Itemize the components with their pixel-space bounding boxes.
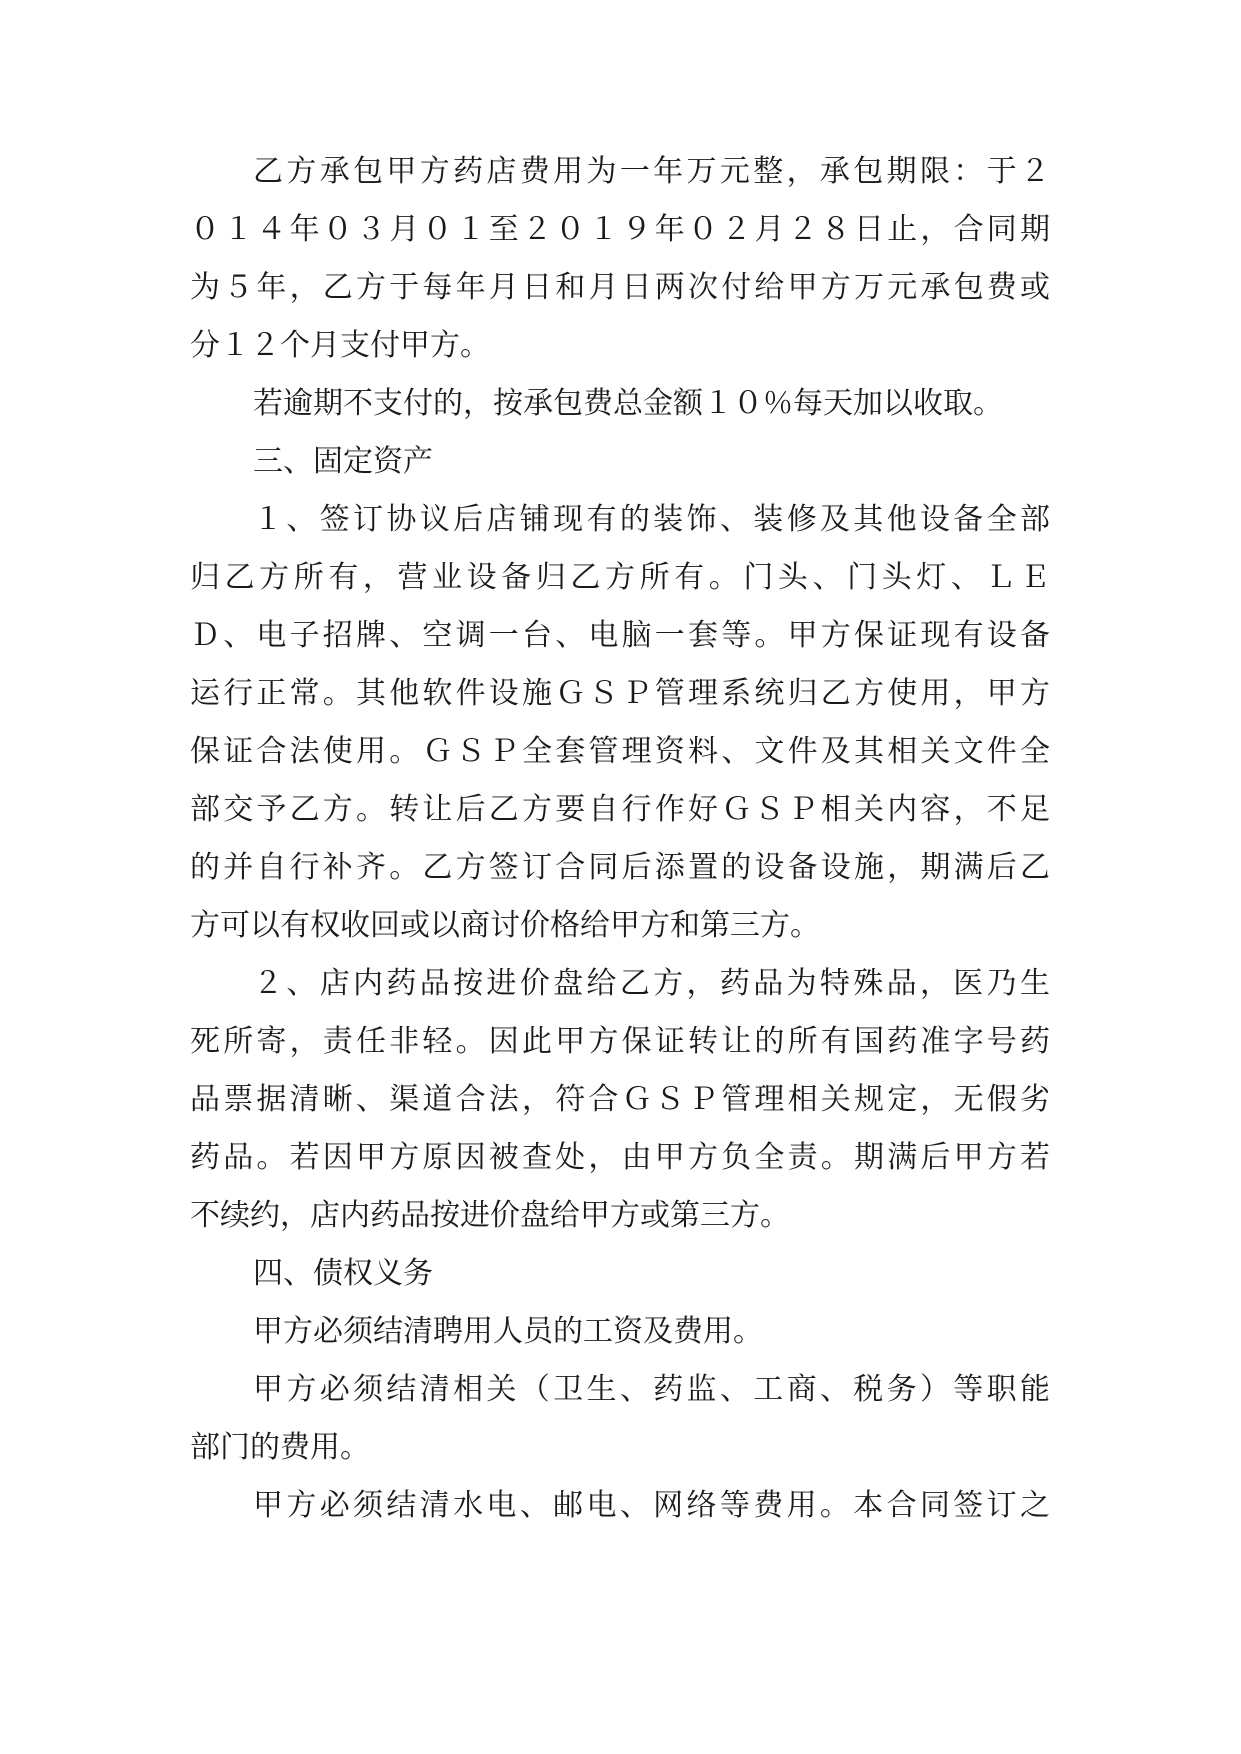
text-line: 药品。若因甲方原因被查处，由甲方负全责。期满后甲方若 — [190, 1140, 1050, 1175]
text-line: 保证合法使用。ＧＳＰ全套管理资料、文件及其相关文件全 — [190, 734, 1050, 769]
text-line: 不续约，店内药品按进价盘给甲方或第三方。 — [190, 1198, 790, 1233]
text-line: 部门的费用。 — [190, 1430, 370, 1465]
text-line: 的并自行补齐。乙方签订合同后添置的设备设施，期满后乙 — [190, 850, 1050, 885]
text-line: 死所寄，责任非轻。因此甲方保证转让的所有国药准字号药 — [190, 1024, 1050, 1059]
text-line: 归乙方所有，营业设备归乙方所有。门头、门头灯、ＬＥ — [190, 560, 1050, 595]
text-line: ０１４年０３月０１至２０１９年０２月２８日止，合同期 — [190, 212, 1050, 247]
text-line: 甲方必须结清相关（卫生、药监、工商、税务）等职能 — [253, 1372, 1050, 1407]
text-line: 为５年，乙方于每年月日和月日两次付给甲方万元承包费或 — [190, 270, 1050, 305]
text-line: Ｄ、电子招牌、空调一台、电脑一套等。甲方保证现有设备 — [190, 618, 1050, 653]
text-line: 方可以有权收回或以商讨价格给甲方和第三方。 — [190, 908, 820, 943]
text-line: １、签订协议后店铺现有的装饰、装修及其他设备全部 — [253, 502, 1050, 537]
text-line: 运行正常。其他软件设施ＧＳＰ管理系统归乙方使用，甲方 — [190, 676, 1050, 711]
text-line: 甲方必须结清水电、邮电、网络等费用。本合同签订之 — [253, 1488, 1050, 1523]
text-line: 部交予乙方。转让后乙方要自行作好ＧＳＰ相关内容，不足 — [190, 792, 1050, 827]
section-heading: 四、债权义务 — [253, 1256, 433, 1291]
text-line: 乙方承包甲方药店费用为一年万元整，承包期限：于２ — [253, 154, 1050, 189]
text-line: 甲方必须结清聘用人员的工资及费用。 — [253, 1314, 763, 1349]
text-line: 品票据清晰、渠道合法，符合ＧＳＰ管理相关规定，无假劣 — [190, 1082, 1050, 1117]
text-line: 若逾期不支付的，按承包费总金额１０％每天加以收取。 — [253, 386, 1003, 421]
section-heading: 三、固定资产 — [253, 444, 433, 479]
text-line: 分１２个月支付甲方。 — [190, 328, 490, 363]
text-line: ２、店内药品按进价盘给乙方，药品为特殊品，医乃生 — [253, 966, 1050, 1001]
